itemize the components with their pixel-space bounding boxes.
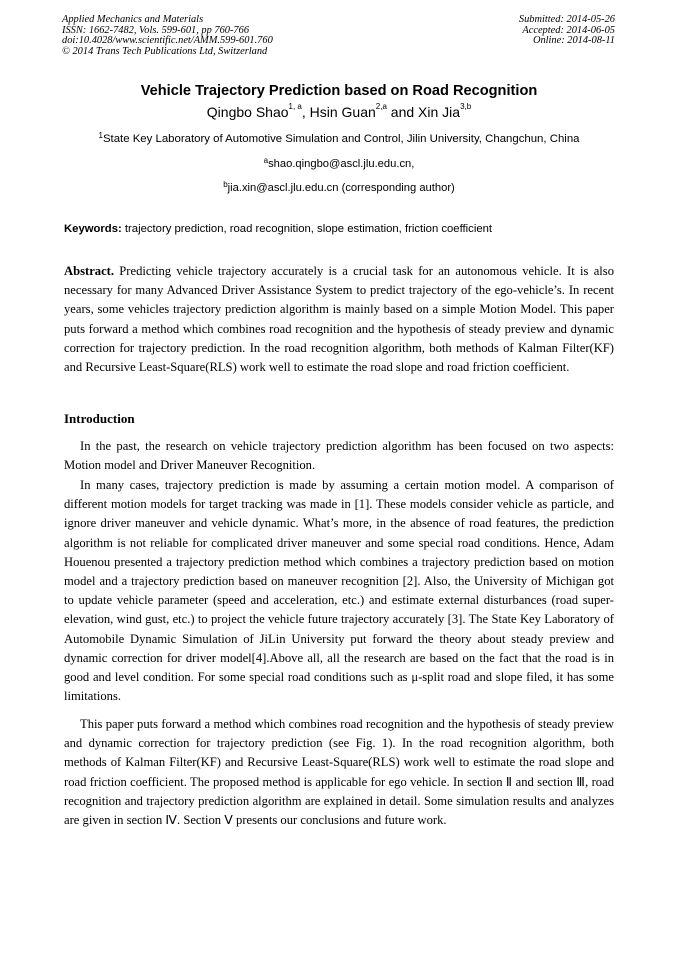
- email-2-sup: b: [223, 180, 228, 189]
- online-date: Online: 2014-08-11: [532, 35, 615, 47]
- keywords-label: Keywords:: [64, 223, 122, 235]
- journal-copyright: © 2014 Trans Tech Publications Ltd, Switzerland: [62, 45, 268, 57]
- author-3: and Xin Jia: [386, 104, 461, 120]
- accepted-date: Accepted: 2014-06-05: [522, 24, 615, 36]
- abstract: [64, 262, 614, 377]
- author-3-sup: 3,b: [460, 102, 472, 111]
- submitted-date: Submitted: 2014-05-26: [518, 14, 615, 25]
- email-2: [0, 182, 678, 194]
- journal-name: Applied Mechanics and Materials: [62, 14, 204, 25]
- email-1: [0, 158, 678, 170]
- journal-doi: doi:10.4028/www.scientific.net/AMM.599-601.760: [62, 35, 273, 47]
- section-heading-introduction: Introduction: [64, 411, 135, 426]
- author-2: , Hsin Guan: [301, 104, 376, 120]
- keywords-text: trajectory prediction, road recognition, slope estimation, friction coefficient: [121, 223, 493, 235]
- paper-title: Vehicle Trajectory Prediction based on Road Recognition: [140, 83, 538, 99]
- affiliation-text: State Key Laboratory of Automotive Simulation and Control, Jilin University, Changchun, China: [102, 133, 580, 145]
- journal-issn: ISSN: 1662-7482, Vols. 599-601, pp 760-766: [62, 24, 250, 36]
- author-1: Qingbo Shao: [206, 104, 289, 120]
- journal-info: [62, 15, 273, 57]
- email-2-text: jia.xin@ascl.jlu.edu.cn (corresponding author): [227, 182, 455, 194]
- intro-paragraph-1: In the past, the research on vehicle trajectory prediction algorithm has been focused on two aspects: Motion model and Driver Maneuver Recognition.: [64, 439, 614, 473]
- email-1-sup: a: [263, 156, 269, 165]
- affiliation: [0, 133, 678, 145]
- author-2-sup: 2,a: [375, 102, 387, 111]
- email-1-text: shao.qingbo@ascl.jlu.edu.cn,: [268, 158, 415, 170]
- abstract-text: Predicting vehicle trajectory accurately is a crucial task for an autonomous vehicle. It is also necessary for many Advanced Driver Assistance System to predict trajectory of the ego-vehicle’s. In recent years, some vehicles trajectory prediction algorithm is mainly based on a simple Motion Model. This paper puts forward a method which combines road recognition and the hypothesis of steady preview and dynamic correction for trajectory prediction. In the road recognition algorithm, both methods of Kalman Filter(KF) and Recursive Least-Square(RLS) work well to estimate the road slope and road friction coefficient.: [64, 264, 614, 375]
- submission-dates: [519, 15, 615, 47]
- keywords: [64, 223, 624, 235]
- abstract-label: Abstract.: [64, 264, 115, 278]
- author-list: [0, 104, 678, 120]
- author-1-sup: 1, a: [288, 102, 302, 111]
- intro-paragraph-3: This paper puts forward a method which combines road recognition and the hypothesis of steady preview and dynamic correction for trajectory prediction (see Fig. 1). In the road recognition algorithm, both methods of Kalman Filter(KF) and Recursive Least-Square(RLS) work well to estimate the road slope and road friction coefficient. The proposed method is applicable for ego vehicle. In section Ⅱ and section Ⅲ, road recognition and trajectory prediction algorithm are explained in detail. Some simulation results and analyzes are given in section Ⅳ. Section Ⅴ presents our conclusions and future work.: [64, 717, 614, 828]
- intro-paragraph-2: In many cases, trajectory prediction is made by assuming a certain motion model. A comparison of different motion models for target tracking was made in [1]. These models consider vehicle as particle, and ignore driver maneuver and vehicle dynamic. What’s more, in the absence of road features, the prediction algorithm is not reliable for complicated driver maneuver and some special road conditions. Hence, Adam Houenou presented a trajectory prediction method which combines a trajectory prediction based on motion model and a trajectory prediction based on maneuver recognition [2]. Also, the University of Michigan got to update vehicle parameter (speed and acceleration, etc.) and estimate external disturbances (road super-elevation, wind gust, etc.) to project the vehicle future trajectory accurately [3]. The State Key Laboratory of Automobile Dynamic Simulation of JiLin University put forward the theory about steady preview and dynamic correction for driver model[4].Above all, all the research are based on the fact that the road is in good and level condition. For some special road conditions such as μ-split road and slope filed, it has some limitations.: [64, 478, 614, 704]
- affiliation-sup: 1: [98, 131, 103, 140]
